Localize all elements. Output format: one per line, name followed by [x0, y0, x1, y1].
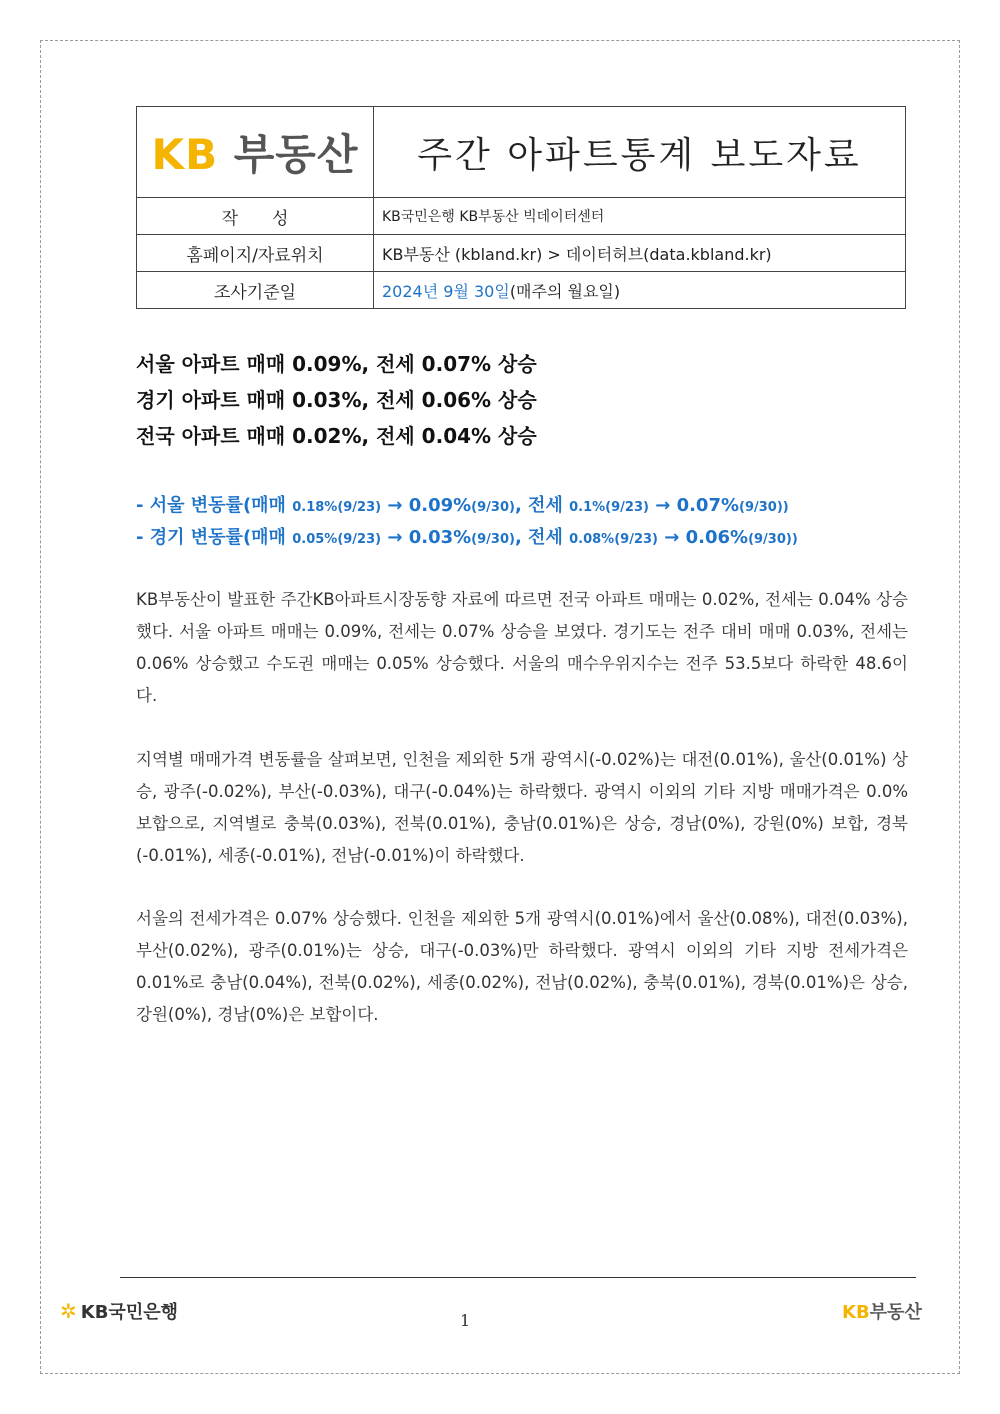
author-label: 작 성	[137, 198, 374, 235]
headline-gyeonggi: 경기 아파트 매매 0.03%, 전세 0.06% 상승	[136, 388, 537, 412]
homepage-value: KB부동산 (kbland.kr) > 데이터허브(data.kbland.kr)	[374, 235, 906, 272]
paragraph-sale-by-region: 지역별 매매가격 변동률을 살펴보면, 인천을 제외한 5개 광역시(-0.02%)는 대전(0.01%), 울산(0.01%) 상승, 광주(-0.02%), 부산(-0.03%), 대구(-0.04%)는 하락했다. 광역시 이외의 기타 지방 매매가격은 0.0% 보합으로, 지역별로 충북(0.03%), 전북(0.01%), 충남(0.01%)은 상승, 경남(0%), 강원(0%) 보합, 경북(-0.01%), 세종(-0.01%), 전남(-0.01%)이 하락했다.	[136, 750, 908, 865]
logo-cell	[137, 107, 374, 198]
paragraph-jeonse-by-region: 서울의 전세가격은 0.07% 상승했다. 인천을 제외한 5개 광역시(0.01%)에서 울산(0.08%), 대전(0.03%), 부산(0.02%), 광주(0.01%)는 상승, 대구(-0.03%)만 하락했다. 광역시 이외의 기타 지방 전세가격은 0.01%로 충남(0.04%), 전북(0.02%), 세종(0.02%), 전남(0.02%), 충북(0.01%), 경북(0.01%)은 상승, 강원(0%), 경남(0%)은 보합이다.	[136, 909, 908, 1024]
headline-seoul: 서울 아파트 매매 0.09%, 전세 0.07% 상승	[136, 352, 537, 376]
gyeonggi-change-rate: - 경기 변동률(매매 0.05%(9/23) → 0.03%(9/30), 전세 0.08%(9/23) → 0.06%(9/30))	[136, 527, 798, 548]
document-title: 주간 아파트통계 보도자료	[374, 107, 906, 198]
header-table	[136, 106, 906, 309]
change-rate-summary	[136, 490, 906, 554]
kb-star-icon: ✲	[60, 1299, 77, 1323]
survey-date-note: (매주의 월요일)	[509, 281, 621, 301]
paragraph-overview: KB부동산이 발표한 주간KB아파트시장동향 자료에 따르면 전국 아파트 매매는 0.02%, 전세는 0.04% 상승했다. 서울 아파트 매매는 0.09%, 전세는 0.07% 상승을 보였다. 경기도는 전주 대비 매매 0.03%, 전세는 0.06% 상승했고 수도권 매매는 0.05% 상승했다. 서울의 매수우위지수는 전주 53.5보다 하락한 48.6이다.	[136, 590, 908, 705]
survey-date-label: 조사기준일	[137, 272, 374, 309]
survey-date-value	[374, 272, 906, 309]
kb-budongsan-logo: KB 부동산	[151, 130, 359, 179]
kb-kookmin-bank-logo: ✲ KB국민은행	[60, 1299, 178, 1323]
survey-date: 2024년 9월 30일	[382, 281, 510, 301]
headlines	[136, 346, 906, 454]
seoul-change-rate: - 서울 변동률(매매 0.18%(9/23) → 0.09%(9/30), 전세 0.1%(9/23) → 0.07%(9/30))	[136, 495, 789, 516]
homepage-label: 홈페이지/자료위치	[137, 235, 374, 272]
author-value: KB국민은행 KB부동산 빅데이터센터	[374, 198, 906, 235]
footer-divider	[120, 1277, 916, 1278]
headline-national: 전국 아파트 매매 0.02%, 전세 0.04% 상승	[136, 424, 537, 448]
kb-budongsan-footer-logo: KB부동산	[842, 1302, 922, 1323]
page-number: 1	[460, 1311, 471, 1330]
